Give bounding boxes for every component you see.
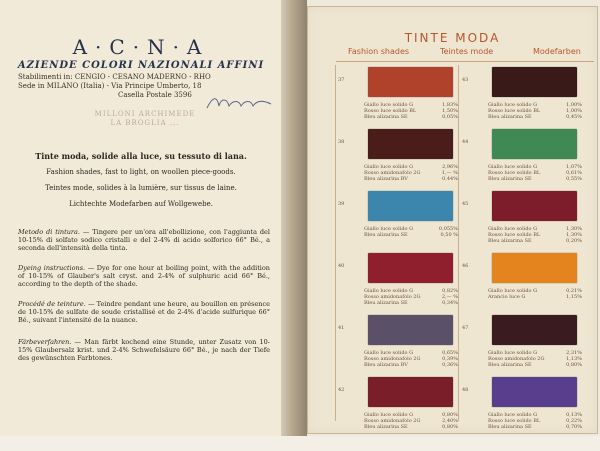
book-spine <box>281 0 307 436</box>
sample-number: 40 <box>338 263 345 269</box>
dye-name: Bleu alizarina SE <box>364 232 408 238</box>
dye-name: Rosso luce solido BL <box>364 108 417 114</box>
fabric-swatch <box>368 377 453 407</box>
dye-percentage: 0,65% <box>442 350 458 356</box>
dye-name: Giallo luce solido G <box>364 350 414 356</box>
dye-percentage: 2,40% <box>442 418 458 424</box>
dye-percentage: 0,05% <box>442 114 458 120</box>
dye-recipe <box>364 226 458 238</box>
dye-line <box>364 362 458 368</box>
dye-name: Giallo luce solido G <box>364 412 414 418</box>
dye-recipe <box>488 226 582 244</box>
heading-translations <box>0 167 282 215</box>
dye-percentage: 1,30% <box>566 232 582 238</box>
fabric-swatch <box>368 191 453 221</box>
dye-percentage: 2,31% <box>566 350 582 356</box>
dye-name: Rosso luce solido BL <box>488 108 541 114</box>
dye-name: Giallo luce solido G <box>364 164 414 170</box>
method-text: — Teindre pendant une heure, au bouillon en présence de 10-15% de sulfate de soude cristallisé et de 2-4% d'acide sulfurique 66° Bé., suivant l'intensité de la nuance. <box>18 300 270 324</box>
dye-name: Rosso luce solido BL <box>488 170 541 176</box>
fabric-swatch <box>492 129 577 159</box>
dye-percentage: 2,— % <box>441 294 458 300</box>
dye-name: Giallo luce solido G <box>488 102 538 108</box>
subtitle-de: Modefarben <box>533 47 581 56</box>
sample-number: 46 <box>462 263 469 269</box>
dye-percentage: 1,— % <box>441 170 458 176</box>
method-french <box>18 300 270 324</box>
dye-name: Bleu alizarina BV <box>364 362 408 368</box>
translation-de: Lichtechte Modefarben auf Wollgewebe. <box>69 200 213 208</box>
dye-recipe <box>364 164 458 182</box>
dye-recipe <box>488 288 582 300</box>
company-name: AZIENDE COLORI NAZIONALI AFFINI <box>17 60 265 71</box>
address-line-2: Sede in MILANO (Italia) - Via Principe Umberto, 18 <box>18 82 202 90</box>
title-rule <box>336 61 594 62</box>
dye-line <box>364 232 458 238</box>
dye-recipe <box>364 288 458 306</box>
sample-card-title: TINTE MODA <box>404 31 501 45</box>
dye-recipe <box>488 164 582 182</box>
dye-percentage: 0,36% <box>442 362 458 368</box>
dye-line <box>488 114 582 120</box>
dye-percentage: 0,50 % <box>440 232 458 238</box>
dye-percentage: 0,55% <box>566 176 582 182</box>
dye-name: Giallo luce solido G <box>488 164 538 170</box>
sample-number: 43 <box>462 77 469 83</box>
page-heading: Tinte moda, solide alla luce, su tessuto di lana. <box>35 151 247 161</box>
sample-number: 48 <box>462 387 469 393</box>
dye-name: Bleu alizarina BV <box>364 176 408 182</box>
dye-percentage: 0,13% <box>566 412 582 418</box>
fabric-swatch <box>368 315 453 345</box>
dye-recipe <box>364 412 458 430</box>
subtitle-fr: Teintes mode <box>440 47 494 56</box>
dye-percentage: 0,80% <box>442 424 458 430</box>
method-german <box>18 338 270 362</box>
left-page <box>0 0 283 436</box>
sample-42 <box>328 377 458 451</box>
method-text: — Dye for one hour at boiling point, with the addition of 10-15% of Glauber's salt cryst. and 2-4% of sulphuric acid 66° Bé., according to the depth of the shade. <box>18 264 270 288</box>
translation-fr: Teintes mode, solides à la lumière, sur tissus de laine. <box>45 184 237 192</box>
dye-name: Bleu alizarina SE <box>364 300 408 306</box>
sample-number: 42 <box>338 387 345 393</box>
dye-name: Rosso amidonafolo 2G <box>364 294 421 300</box>
dye-percentage: 1,00% <box>566 108 582 114</box>
dye-name: Rosso amidonafolo 2G <box>364 356 421 362</box>
dye-line <box>488 238 582 244</box>
method-english <box>18 264 270 288</box>
dye-name: Giallo luce solido G <box>488 288 538 294</box>
sample-number: 45 <box>462 201 469 207</box>
dye-percentage: 0,45% <box>566 114 582 120</box>
sample-number: 41 <box>338 325 345 331</box>
dye-line <box>364 114 458 120</box>
dye-percentage: 2,96% <box>442 164 458 170</box>
dye-percentage: 0,055% <box>438 226 458 232</box>
dye-percentage: 0,80% <box>566 362 582 368</box>
dye-name: Rosso amidonafolo 2G <box>364 170 421 176</box>
dye-name: Bleu alizarina SE <box>488 362 532 368</box>
fabric-swatch <box>492 253 577 283</box>
fabric-swatch <box>368 253 453 283</box>
fabric-swatch <box>492 377 577 407</box>
dye-percentage: 1,07% <box>566 164 582 170</box>
dye-recipe <box>488 350 582 368</box>
method-text: — Tingere per un'ora all'ebollizione, con l'aggiunta del 10-15% di solfato sodico cristalli e del 2-4% di acido solforico 66° Bé., a seconda dell'intensità della tinta. <box>18 228 270 252</box>
dye-line <box>364 176 458 182</box>
method-label: Procédé de teinture. <box>18 300 86 308</box>
dye-name: Bleu alizarina SE <box>488 114 532 120</box>
dye-percentage: 0,82% <box>442 288 458 294</box>
fabric-swatch <box>368 67 453 97</box>
dye-name: Bleu alizarina SE <box>488 238 532 244</box>
dye-percentage: 0,61% <box>566 170 582 176</box>
dye-percentage: 0,34% <box>442 300 458 306</box>
dye-line <box>364 424 458 430</box>
dye-name: Rosso amidonafolo 2G <box>488 356 545 362</box>
dye-percentage: 0,22% <box>566 418 582 424</box>
fabric-swatch <box>368 129 453 159</box>
dye-percentage: 0,21% <box>566 288 582 294</box>
dye-name: Rosso amidonafolo 2G <box>364 418 421 424</box>
dye-line <box>364 300 458 306</box>
dye-recipe <box>364 350 458 368</box>
dye-line <box>488 362 582 368</box>
dye-percentage: 1,15% <box>566 294 582 300</box>
stamp-line-1: MILLONI ARCHIMEDE <box>94 110 196 118</box>
dye-percentage: 0,70% <box>566 424 582 430</box>
dye-percentage: 0,20% <box>566 238 582 244</box>
dye-name: Rosso luce solido BL <box>488 232 541 238</box>
dye-name: Giallo luce solido G <box>364 102 414 108</box>
fabric-swatch <box>492 67 577 97</box>
dye-percentage: 1,13% <box>566 356 582 362</box>
translation-en: Fashion shades, fast to light, on woollen piece-goods. <box>46 168 236 176</box>
dye-percentage: 1,30% <box>566 226 582 232</box>
fabric-swatch <box>492 191 577 221</box>
dye-name: Rosso luce solido BL <box>488 418 541 424</box>
dye-percentage: 0,80% <box>442 412 458 418</box>
dye-recipe <box>364 102 458 120</box>
dye-name: Giallo luce solido G <box>488 350 538 356</box>
dye-name: Giallo luce solido G <box>488 412 538 418</box>
fabric-swatch <box>492 315 577 345</box>
dye-name: Arancio luce G <box>488 294 526 300</box>
dye-percentage: 1,83% <box>442 102 458 108</box>
address-line-3: Casella Postale 3596 <box>118 91 192 99</box>
dye-percentage: 0,39% <box>442 356 458 362</box>
dye-name: Bleu alizarina SE <box>364 114 408 120</box>
sample-number: 37 <box>338 77 345 83</box>
method-label: Dyeing instructions. <box>18 264 86 272</box>
dye-percentage: 0,44% <box>442 176 458 182</box>
right-page <box>307 6 598 434</box>
dye-name: Bleu alizarina SE <box>364 424 408 430</box>
stamp-line-2: LA BROGLIA ... <box>110 119 180 127</box>
subtitle-en: Fashion shades <box>348 47 410 56</box>
dye-recipe <box>488 412 582 430</box>
sample-number: 44 <box>462 139 469 145</box>
dye-percentage: 1,00% <box>566 102 582 108</box>
dye-line <box>488 424 582 430</box>
handwritten-signature <box>205 94 275 112</box>
dye-line <box>488 176 582 182</box>
ownership-stamp <box>70 110 220 128</box>
dye-percentage: 1,50% <box>442 108 458 114</box>
sample-number: 47 <box>462 325 469 331</box>
sample-number: 38 <box>338 139 345 145</box>
dye-name: Giallo luce solido G <box>488 226 538 232</box>
method-text: — Man färbt kochend eine Stunde, unter Zusatz von 10-15% Glaubersalz krist. und 2-4% Schwefelsäure 66° Bé., je nach der Tiefe des gewünschten Farbtones. <box>18 338 270 362</box>
sample-number: 39 <box>338 201 345 207</box>
method-label: Metodo di tintura. <box>18 228 80 236</box>
dye-name: Giallo luce solido G <box>364 288 414 294</box>
dye-name: Bleu alizarina SE <box>488 424 532 430</box>
dye-line <box>488 294 582 300</box>
dye-recipe <box>488 102 582 120</box>
sample-48 <box>452 377 582 451</box>
dye-name: Bleu alizarina SE <box>488 176 532 182</box>
method-italian <box>18 228 270 252</box>
address-line-1: Stabilimenti in: CENGIO - CESANO MADERNO - RHO <box>18 73 211 81</box>
acna-logo: A·C·N·A <box>72 35 210 59</box>
method-label: Färbeverfahren. <box>18 338 72 346</box>
dye-name: Giallo luce solido G <box>364 226 414 232</box>
